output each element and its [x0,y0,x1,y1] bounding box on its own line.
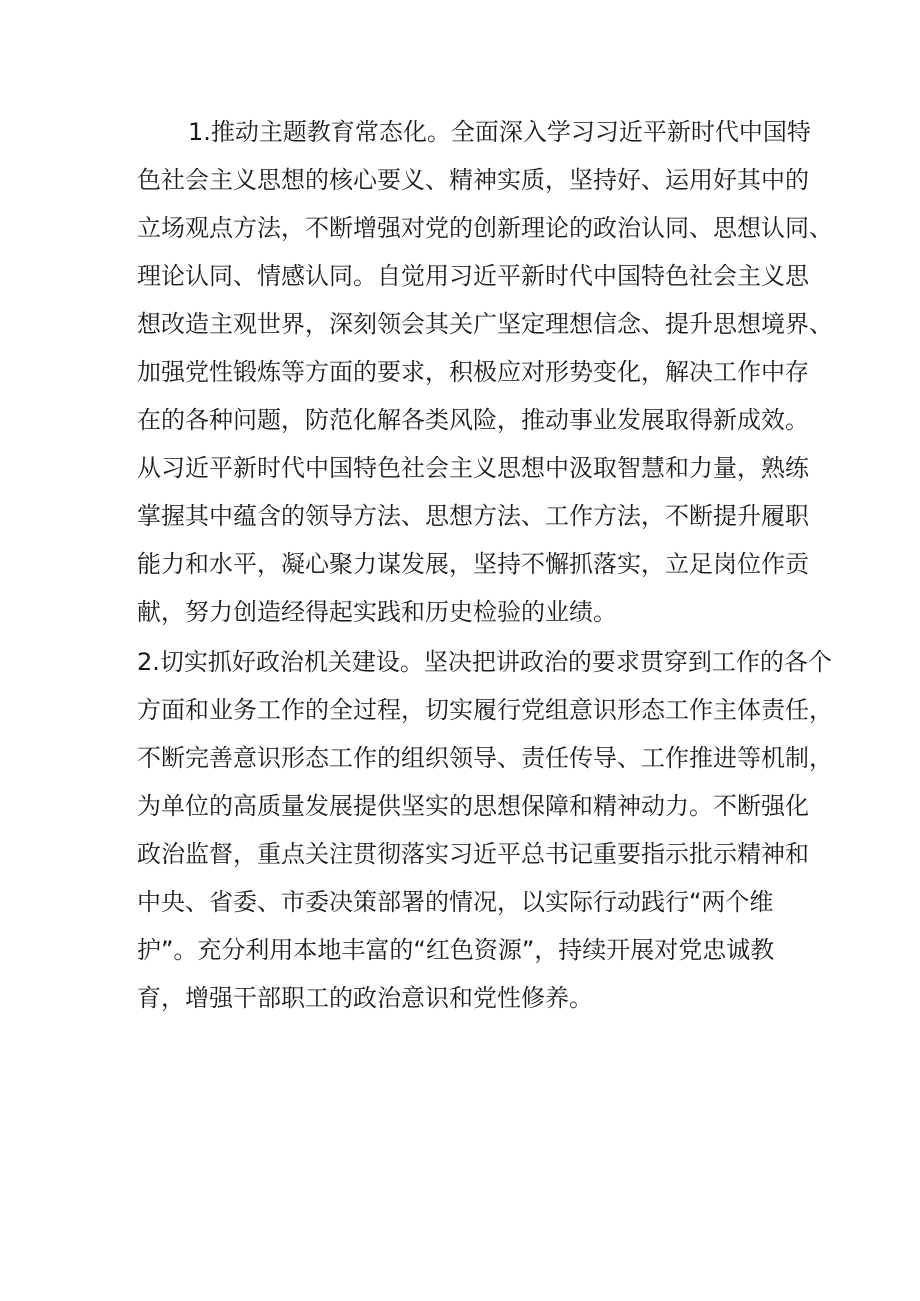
paragraph-line: 育，增强干部职工的政治意识和党性修养。 [137,984,593,1012]
paragraph-line: 方面和业务工作的全过程，切实履行党组意识形态工作主体责任， [137,696,833,724]
paragraph-line: 从习近平新时代中国特色社会主义思想中汲取智慧和力量，熟练 [137,454,809,482]
paragraph-line: 不断完善意识形态工作的组织领导、责任传导、工作推进等机制， [137,744,833,772]
paragraph-line: 理论认同、情感认同。自觉用习近平新时代中国特色社会主义思 [137,262,809,290]
paragraph-line: 献，努力创造经得起实践和历史检验的业绩。 [137,598,617,626]
paragraph-line: 能力和水平，凝心聚力谋发展，坚持不懈抓落实，立足岗位作贡 [137,550,809,578]
paragraph-line: 2.切实抓好政治机关建设。坚决把讲政治的要求贯穿到工作的各个 [137,648,832,676]
paragraph-line: 色社会主义思想的核心要义、精神实质，坚持好、运用好其中的 [137,166,809,194]
paragraph-line: 加强党性锻炼等方面的要求，积极应对形势变化，解决工作中存 [137,358,809,386]
paragraph-line: 想改造主观世界，深刻领会其关广坚定理想信念、提升思想境界、 [137,310,833,338]
paragraph-line: 为单位的高质量发展提供坚实的思想保障和精神动力。不断强化 [137,792,809,820]
paragraph-line: 1.推动主题教育常态化。全面深入学习习近平新时代中国特 [188,118,811,146]
paragraph-line: 护”。充分利用本地丰富的“红色资源”，持续开展对党忠诚教 [137,936,775,964]
paragraph-line: 在的各种问题，防范化解各类风险，推动事业发展取得新成效。 [137,406,809,434]
paragraph-line: 中央、省委、市委决策部署的情况，以实际行动践行“两个维 [137,888,774,916]
paragraph-line: 政治监督，重点关注贯彻落实习近平总书记重要指示批示精神和 [137,840,809,868]
paragraph-line: 立场观点方法，不断增强对党的创新理论的政治认同、思想认同、 [137,214,833,242]
paragraph-line: 掌握其中蕴含的领导方法、思想方法、工作方法，不断提升履职 [137,502,809,530]
